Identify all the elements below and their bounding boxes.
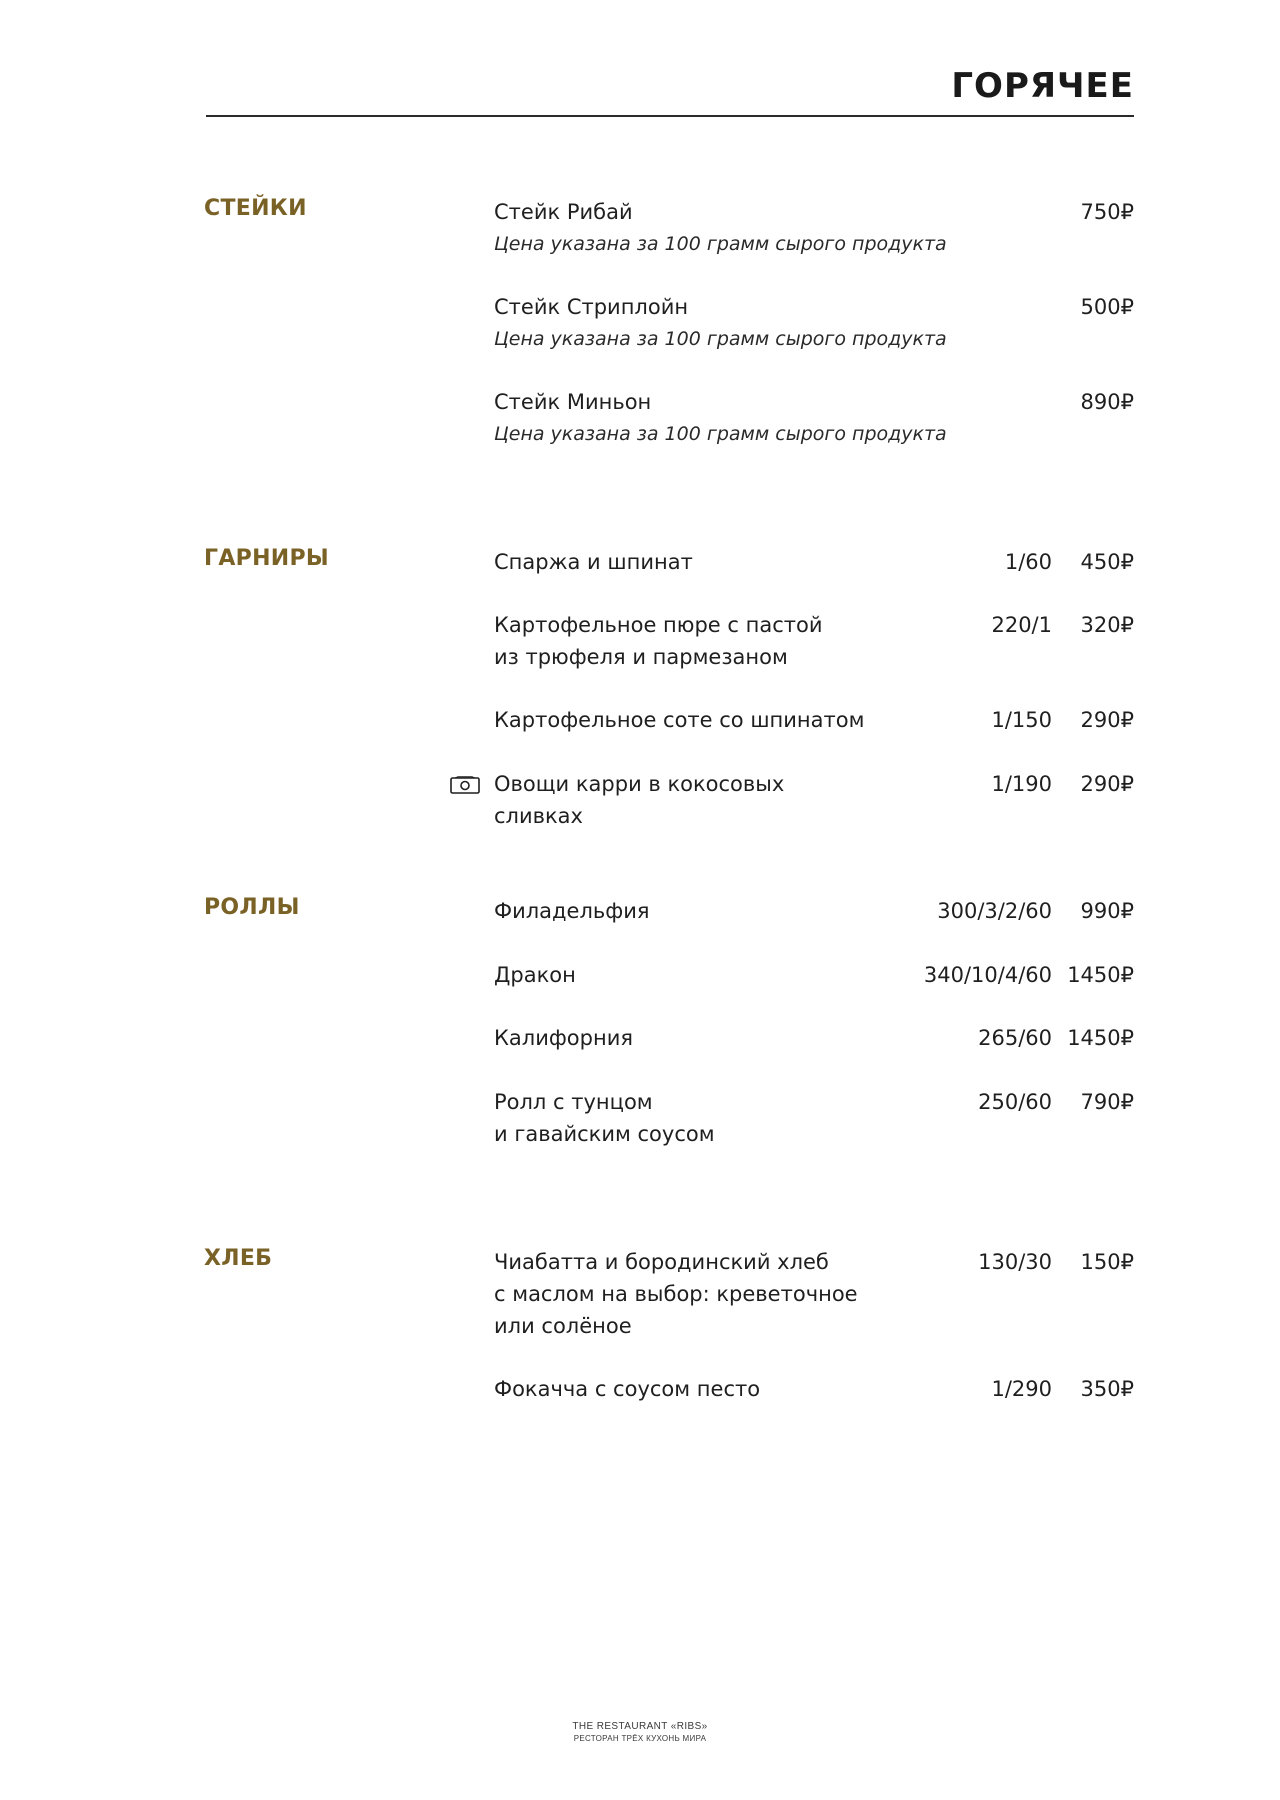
menu-item <box>494 609 1134 673</box>
item-weight: 250/60 <box>978 1090 1052 1114</box>
menu-item <box>494 1373 1134 1405</box>
menu-item <box>494 768 1134 832</box>
section-heading: РОЛЛЫ <box>204 895 300 920</box>
item-price: 350₽ <box>1080 1377 1134 1401</box>
item-price: 150₽ <box>1080 1250 1134 1274</box>
footer <box>0 1720 1280 1744</box>
item-weight: 300/3/2/60 <box>937 899 1052 923</box>
menu-item <box>494 386 1134 450</box>
item-note: Цена указана за 100 грамм сырого продукта <box>494 423 947 445</box>
item-note: Цена указана за 100 грамм сырого продукта <box>494 328 947 350</box>
item-name: Стейк Стриплойн <box>494 295 689 319</box>
menu-item <box>494 704 1134 736</box>
item-name: Чиабатта и бородинский хлеб с маслом на выбор: креветочное или солёное <box>494 1250 858 1338</box>
menu-item <box>494 546 1134 578</box>
item-weight: 130/30 <box>978 1250 1052 1274</box>
item-name: Стейк Миньон <box>494 390 652 414</box>
item-name: Картофельное пюре с пастой из трюфеля и пармезаном <box>494 613 823 669</box>
item-price: 290₽ <box>1080 708 1134 732</box>
item-price: 750₽ <box>1080 200 1134 224</box>
item-price: 500₽ <box>1080 295 1134 319</box>
item-name: Калифорния <box>494 1026 633 1050</box>
item-name: Овощи карри в кокосовых сливках <box>494 772 785 828</box>
menu-item <box>494 1022 1134 1054</box>
footer-tagline: РЕСТОРАН ТРЁХ КУХОНЬ МИРА <box>573 1734 707 1743</box>
item-name: Картофельное соте со шпинатом <box>494 708 865 732</box>
item-name: Фокачча с соусом песто <box>494 1377 761 1401</box>
item-weight: 1/150 <box>991 708 1052 732</box>
item-price: 450₽ <box>1080 550 1134 574</box>
section-heading: СТЕЙКИ <box>204 196 307 221</box>
item-name: Стейк Рибай <box>494 200 633 224</box>
item-price: 320₽ <box>1080 613 1134 637</box>
item-price: 790₽ <box>1080 1090 1134 1114</box>
item-name: Спаржа и шпинат <box>494 550 693 574</box>
section-heading: ГАРНИРЫ <box>204 546 330 571</box>
menu-item <box>494 895 1134 927</box>
item-weight: 1/290 <box>991 1377 1052 1401</box>
item-name: Дракон <box>494 963 576 987</box>
item-weight: 220/1 <box>991 613 1052 637</box>
item-price: 290₽ <box>1080 772 1134 796</box>
item-name: Филадельфия <box>494 899 650 923</box>
menu-item <box>494 1086 1134 1150</box>
menu-item <box>494 291 1134 355</box>
item-weight: 340/10/4/60 <box>923 963 1052 987</box>
item-name: Ролл с тунцом и гавайским соусом <box>494 1090 715 1146</box>
page-title: ГОРЯЧЕЕ <box>951 66 1134 106</box>
menu-item <box>494 959 1134 991</box>
item-price: 1450₽ <box>1067 1026 1134 1050</box>
item-weight: 265/60 <box>978 1026 1052 1050</box>
vegetarian-icon <box>450 776 480 794</box>
item-note: Цена указана за 100 грамм сырого продукта <box>494 233 947 255</box>
item-price: 990₽ <box>1080 899 1134 923</box>
item-weight: 1/60 <box>1004 550 1052 574</box>
item-price: 890₽ <box>1080 390 1134 414</box>
title-divider <box>206 115 1134 117</box>
section-heading: ХЛЕБ <box>204 1246 273 1271</box>
menu-item <box>494 1246 1134 1342</box>
footer-restaurant-name: THE RESTAURANT «RIBS» <box>572 1721 708 1732</box>
menu-item <box>494 196 1134 260</box>
item-price: 1450₽ <box>1067 963 1134 987</box>
item-weight: 1/190 <box>991 772 1052 796</box>
